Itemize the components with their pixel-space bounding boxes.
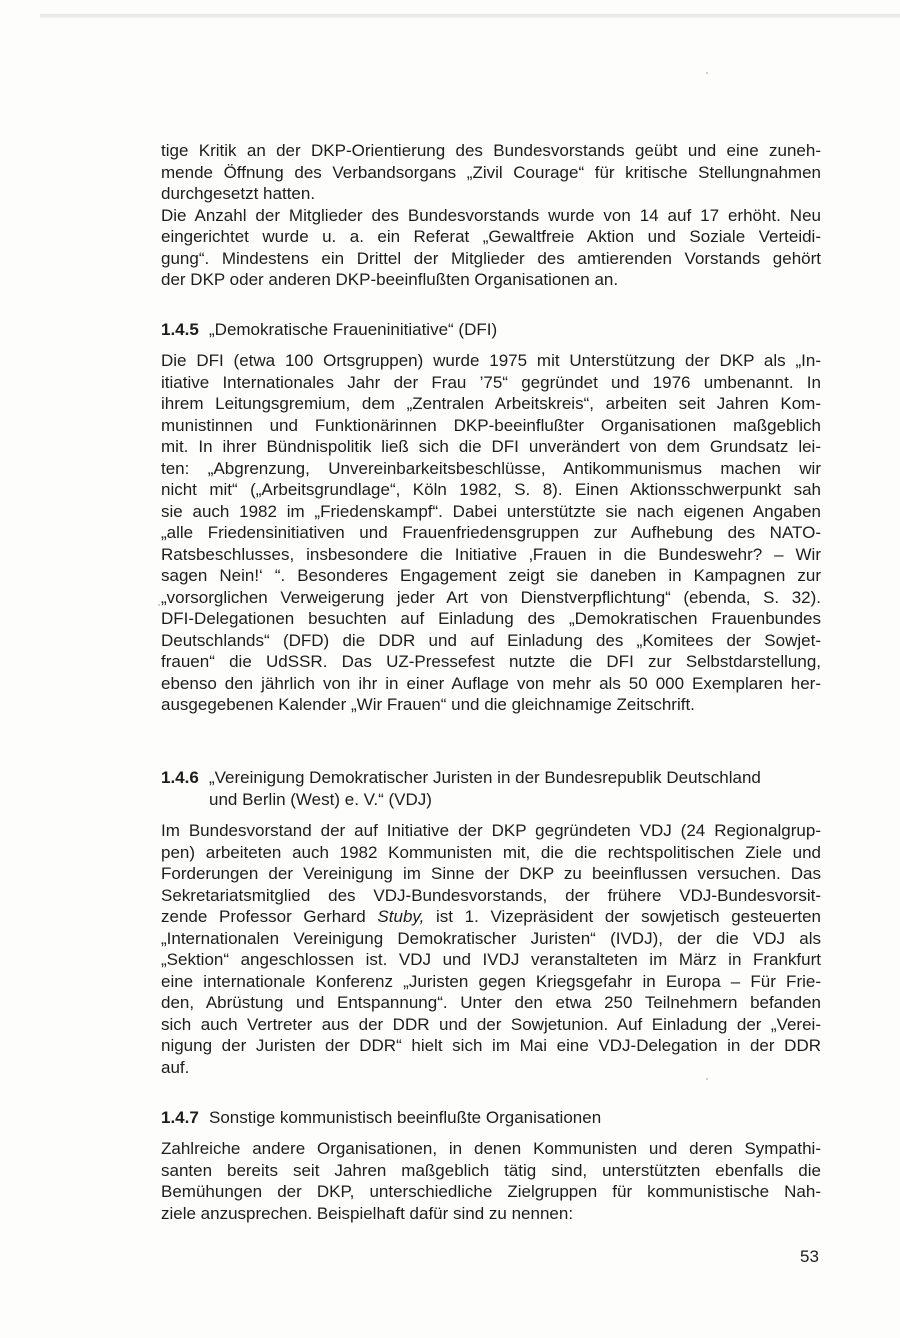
text-line: nicht mit“ („Arbeitsgrundlage“, Köln 1982, S. 8). Einen Aktionsschwerpunkt sah	[161, 480, 821, 499]
text-fragment: zende Professor Gerhard	[161, 907, 378, 926]
text-line: Deutschlands“ (DFD) die DDR und auf Einladung des „Komitees der Sowjet-	[161, 630, 821, 650]
text-line: „Internationalen Vereinigung Demokratischer Juristen“ (IVDJ), der die VDJ als	[161, 928, 821, 948]
text-line: durchgesetzt hatten.	[161, 184, 316, 203]
text-line-with-name	[161, 906, 821, 928]
text-line: auf.	[161, 1057, 190, 1077]
person-name: Stuby,	[377, 907, 425, 926]
scan-speck	[706, 72, 708, 74]
page-number: 53	[800, 1247, 819, 1266]
text-line: ten: „Abgrenzung, Unvereinbarkeitsbeschlüsse, Antikommunismus machen wir	[161, 458, 821, 478]
text-line: Die Anzahl der Mitglieder des Bundesvorstands wurde von 14 auf 17 erhöht. Neu	[161, 205, 821, 225]
text-line: Bemühungen der DKP, unterschiedliche Zielgruppen für kommunistische Nah-	[161, 1182, 821, 1201]
section-number: 1.4.5	[161, 320, 199, 339]
scan-edge-shadow	[40, 14, 900, 18]
section-title-continuation: und Berlin (West) e. V.“ (VDJ)	[209, 789, 432, 809]
text-line: ebenso den jährlich von ihr in einer Auflage von mehr als 50 000 Exemplaren her-	[161, 673, 821, 693]
text-line: den, Abrüstung und Entspannung“. Unter den etwa 250 Teilnehmern befanden	[161, 993, 821, 1012]
text-line: Die DFI (etwa 100 Ortsgruppen) wurde 1975 mit Unterstützung der DKP als „In-	[161, 351, 821, 370]
section-number: 1.4.6	[161, 768, 199, 787]
text-line: santen bereits seit Jahren maßgeblich tätig sind, unterstützten ebenfalls die	[161, 1160, 821, 1180]
section-heading-1-4-5	[161, 319, 841, 341]
text-line: pen) arbeiteten auch 1982 Kommunisten mit, die die rechtspolitischen Ziele und	[161, 842, 821, 862]
text-line: eingerichtet wurde u. a. ein Referat „Gewaltfreie Aktion und Soziale Verteidi-	[161, 227, 821, 246]
text-line: der DKP oder anderen DKP-beeinflußten Organisationen an.	[161, 270, 619, 289]
text-line: mende Öffnung des Verbandsorgans „Zivil Courage“ für kritische Stellungnahmen	[161, 162, 821, 182]
text-line: ihrem Leitungsgremium, dem „Zentralen Arbeitskreis“, arbeiten seit Jahren Kom-	[161, 394, 821, 413]
text-line: munistinnen und Funktionärinnen DKP-beeinflußter Organisationen maßgeblich	[161, 415, 821, 435]
text-line: Ratsbeschlusses, insbesondere die Initiative ‚Frauen in die Bundeswehr? – Wir	[161, 544, 821, 564]
text-line: Im Bundesvorstand der auf Initiative der DKP gegründeten VDJ (24 Regionalgrup-	[161, 821, 821, 840]
text-line: sagen Nein!‘ “. Besonderes Engagement zeigt sie daneben in Kampagnen zur	[161, 566, 821, 585]
section-heading-1-4-6	[161, 767, 841, 810]
text-line: Sekretariatsmitglied des VDJ-Bundesvorstands, der frühere VDJ-Bundesvorsit-	[161, 885, 821, 905]
intro-paragraph	[161, 140, 821, 291]
text-line: gung“. Mindestens ein Drittel der Mitglieder des amtierenden Vorstands gehört	[161, 248, 821, 268]
text-line: sie auch 1982 im „Friedenskampf“. Dabei unterstützte sie nach eigenen Angaben	[161, 501, 821, 521]
text-line: frauen“ die UdSSR. Das UZ-Pressefest nutzte die DFI zur Selbstdarstellung,	[161, 652, 821, 671]
text-line: tige Kritik an der DKP-Orientierung des Bundesvorstands geübt und eine zuneh-	[161, 141, 821, 160]
text-line: ziele anzusprechen. Beispielhaft dafür sind zu nennen:	[161, 1203, 574, 1223]
text-line: „Sektion“ angeschlossen ist. VDJ und IVDJ veranstalteten im März in Frankfurt	[161, 950, 821, 969]
section-title: Sonstige kommunistisch beeinflußte Organisationen	[209, 1108, 602, 1127]
text-line: mit. In ihrer Bündnispolitik ließ sich die DFI unverändert von dem Grundsatz lei-	[161, 437, 821, 456]
text-line: eine internationale Konferenz „Juristen gegen Kriegsgefahr in Europa – Für Frie-	[161, 971, 821, 991]
text-line: Zahlreiche andere Organisationen, in denen Kommunisten und deren Sympathi-	[161, 1139, 821, 1158]
text-line: nigung der Juristen der DDR“ hielt sich im Mai eine VDJ-Delegation in der DDR	[161, 1036, 821, 1055]
section-heading-1-4-7	[161, 1107, 841, 1129]
text-line: DFI-Delegationen besuchten auf Einladung des „Demokratischen Frauenbundes	[161, 609, 821, 628]
section-1-4-7-paragraph	[161, 1138, 821, 1224]
text-fragment: ist 1. Vizepräsident der sowjetisch gesteuerten	[424, 907, 821, 926]
text-line: itiative Internationales Jahr der Frau ’75“ gegründet und 1976 umbenannt. In	[161, 372, 821, 392]
text-line: ausgegebenen Kalender „Wir Frauen“ und die gleichnamige Zeitschrift.	[161, 695, 695, 714]
section-number: 1.4.7	[161, 1108, 199, 1127]
text-line: „vorsorglichen Verweigerung jeder Art von Dienstverpflichtung“ (ebenda, S. 32).	[161, 587, 821, 607]
section-title: „Vereinigung Demokratischer Juristen in der Bundesrepublik Deutschland	[209, 768, 761, 787]
scan-speck	[158, 604, 160, 606]
section-1-4-6-paragraph	[161, 820, 821, 1078]
section-1-4-5-paragraph	[161, 350, 821, 716]
text-line: „alle Friedensinitiativen und Frauenfriedensgruppen zur Aufhebung des NATO-	[161, 523, 821, 542]
text-line: Forderungen der Vereinigung im Sinne der DKP zu beeinflussen versuchen. Das	[161, 864, 821, 883]
scan-speck	[706, 1078, 708, 1080]
text-line: sich auch Vertreter aus der DDR und der Sowjetunion. Auf Einladung der „Verei-	[161, 1014, 821, 1034]
section-title: „Demokratische Fraueninitiative“ (DFI)	[209, 320, 498, 339]
